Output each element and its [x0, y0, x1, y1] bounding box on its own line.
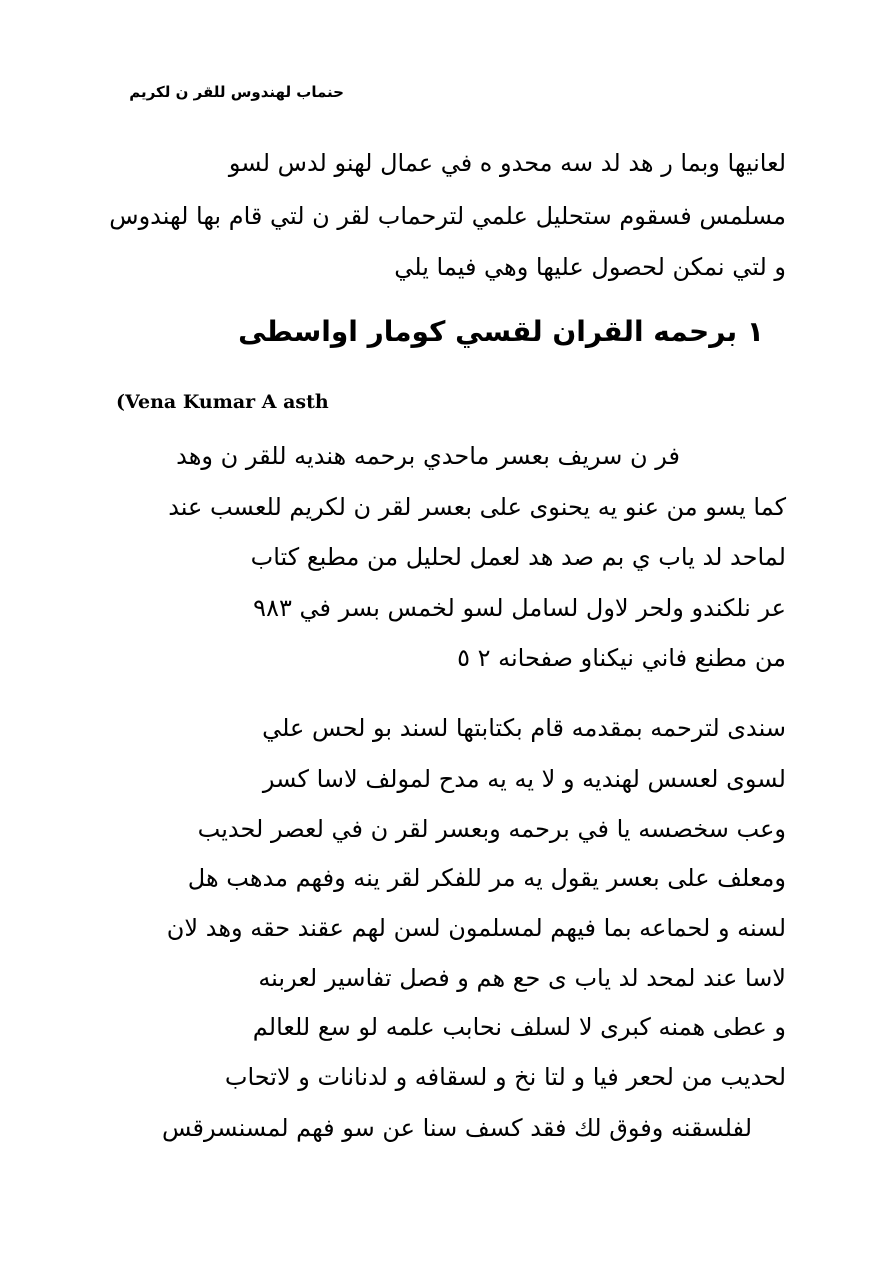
text-line: لعانيها وبما ر هد لد سه محدو ه في عمال لهنو لدس لسو [228, 149, 786, 177]
text-line: لسوى لعسس لهنديه و لا يه يه مدح لمولف لاسا كسر [262, 765, 786, 793]
text-line: عر نلكندو ولحر لاول لسامل لسو لخمس بسر في ٩٨٣ [253, 594, 786, 622]
text-line: ومعلف على بعسر يقول يه مر للفكر لقر ينه وفهم مدهب هل [187, 864, 786, 892]
text-line: مسلمس فسقوم ستحليل علمي لترحماب لقر ن لتي قام بها لهندوس [109, 202, 786, 230]
text-line: من مطنع فاني نيكناو صفحانه ٢ ٥ [457, 644, 786, 672]
text-line: لاسا عند لمحد لد ياب ى حع هم و فصل تفاسير لعربنه [258, 964, 786, 992]
text-line: وعب سخصسه يا في برحمه وبعسر لقر ن في لعصر لحديب [197, 815, 786, 843]
text-line: سندى لترحمه بمقدمه قام بكتابتها لسند بو لحس علي [262, 714, 786, 742]
text-line: لحديب من لحعر فيا و لتا نخ و لسقافه و لدنانات و لاتحاب [224, 1063, 786, 1091]
text-line: و لتي نمكن لحصول عليها وهي فيما يلي [394, 253, 786, 281]
text-line: لفلسقنه وفوق لك فقد كسف سنا عن سو فهم لمسنسرقس [161, 1114, 752, 1142]
text-line: لماحد لد ياب ي بم صد هد لعمل لحليل من مطبع كتاب [250, 543, 786, 571]
text-line: فر ن سريف بعسر ماحدي برحمه هنديه للقر ن وهد [176, 442, 680, 470]
text-line: و عطى همنه كبرى لا لسلف نحابب علمه لو سع للعالم [252, 1013, 786, 1041]
latin-name: (Vena Kumar A asth [116, 391, 329, 413]
page-header: حنماب لهندوس للقر ن لكريم [129, 83, 344, 101]
text-line: لسنه و لحماعه بما فيهم لمسلمون لسن لهم عقند حقه وهد لان [166, 914, 786, 942]
text-line: كما يسو من عنو يه يحنوى على بعسر لقر ن لكريم للعسب عند [168, 493, 786, 521]
section-heading: ١ برحمه القران لقسي كومار اواسطى [238, 315, 764, 348]
